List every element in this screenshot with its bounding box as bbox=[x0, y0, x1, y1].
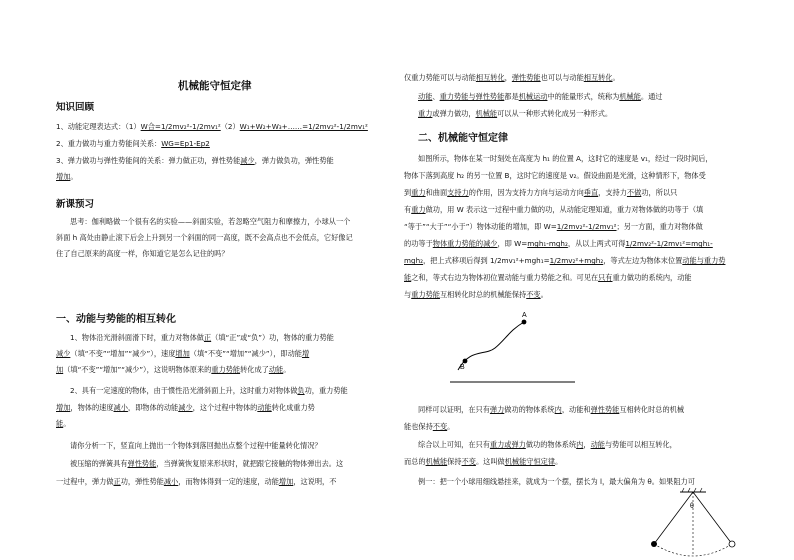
text: 动能 bbox=[418, 92, 433, 101]
m-line-8 bbox=[404, 272, 692, 283]
preview-line-1: 思考：伽利略做一个很有名的实验——斜面实验，若忽略空气阻力和摩擦力，小球从一个 bbox=[70, 217, 351, 226]
curve-diagram bbox=[440, 308, 590, 388]
example-line: 例一：把一个小球用细线悬挂来，就成为一个摆，摆长为 l，最大偏角为 θ。如果阻力可 bbox=[418, 477, 695, 486]
text: 弹性势能 bbox=[590, 405, 620, 414]
page-title: 机械能守恒定律 bbox=[178, 80, 252, 92]
text: 重力势能 bbox=[411, 290, 440, 299]
text: 相互转化 bbox=[475, 73, 505, 82]
text: ，动能和 bbox=[561, 405, 591, 414]
text: 1、动能定理表达式：（1） bbox=[56, 122, 141, 131]
text: 能也保持 bbox=[404, 422, 433, 431]
text: 不做 bbox=[626, 188, 642, 197]
text: 只有 bbox=[598, 273, 613, 282]
r-line-1 bbox=[404, 72, 620, 83]
text: WG=Ep1-Ep2 bbox=[161, 139, 210, 148]
text: 增加 bbox=[175, 349, 190, 358]
text: 。 bbox=[540, 290, 548, 299]
text: 一过程中，弹力做 bbox=[56, 477, 114, 486]
knowledge-line-2 bbox=[56, 138, 210, 149]
text: ，从以上两式可得 bbox=[567, 239, 626, 248]
o-line-2 bbox=[404, 456, 562, 467]
curve-path bbox=[458, 322, 524, 370]
text: 。 bbox=[612, 73, 620, 82]
text: 不变 bbox=[461, 457, 476, 466]
text: 1、物体沿光滑斜面滑下时，重力对物体做 bbox=[70, 333, 204, 342]
text: 和曲面 bbox=[425, 188, 448, 197]
s2-line-2 bbox=[56, 402, 315, 413]
text: W₁+W₂+W₃+……=1/2mv₂²-1/2mv₁² bbox=[239, 122, 368, 131]
text: ，物体的速度 bbox=[70, 403, 114, 412]
text: mgh₁-mgh₂ bbox=[527, 239, 568, 248]
text: ，等式左边为物体末位置 bbox=[603, 256, 683, 265]
text: 正 bbox=[113, 477, 121, 486]
text: 弹性势能 bbox=[511, 73, 541, 82]
text: 增加 bbox=[278, 477, 294, 486]
text: 重力或弹力 bbox=[489, 440, 526, 449]
text: 2、重力做功与重力势能间关系： bbox=[56, 139, 162, 148]
point-a bbox=[522, 320, 527, 325]
text: 1/2mv₂²-1/2mv₁² bbox=[556, 222, 617, 231]
text: 被压缩的弹簧具有 bbox=[70, 459, 128, 468]
text: 保持 bbox=[447, 457, 462, 466]
s2-line-3 bbox=[56, 418, 70, 429]
m-line-4 bbox=[404, 204, 703, 215]
hatch bbox=[688, 488, 690, 492]
text: 重力势能与弹性势能 bbox=[439, 92, 505, 101]
text: 或弹力做功， bbox=[432, 109, 476, 118]
spring-line-1 bbox=[70, 458, 343, 469]
text: 重力 bbox=[418, 109, 433, 118]
text: 减少 bbox=[240, 156, 255, 165]
text: 功，弹性势能 bbox=[120, 477, 164, 486]
text: 到 bbox=[404, 188, 412, 197]
text: 做功的物体系统 bbox=[504, 405, 555, 414]
text: 机械能 bbox=[619, 92, 641, 101]
s1-line-1 bbox=[70, 332, 334, 343]
section1-heading: 一、动能与势能的相互转化 bbox=[56, 314, 176, 325]
text: 互相转化时总的机械能保持 bbox=[439, 290, 527, 299]
text: （填“不变”“增加”“减少”），这说明物体原来的 bbox=[63, 365, 212, 374]
text: 。这叫做 bbox=[475, 457, 505, 466]
text: 做功的物体系统 bbox=[525, 440, 577, 449]
text: ，即 W= bbox=[497, 239, 528, 248]
text: 减小 bbox=[163, 477, 179, 486]
text: 正 bbox=[203, 333, 212, 342]
text: 加 bbox=[56, 365, 64, 374]
pendulum-diagram bbox=[636, 486, 756, 560]
knowledge-line-3 bbox=[56, 155, 334, 166]
n-line-2 bbox=[404, 421, 454, 432]
text: 物体重力势能的减少 bbox=[432, 239, 498, 248]
text: 。 bbox=[447, 422, 455, 431]
text: （填“正”或“负”）功，物体的重力势能 bbox=[211, 333, 334, 342]
text: 能 bbox=[404, 273, 412, 282]
text: 增加 bbox=[56, 403, 71, 412]
text: 与势能可以相互转化 bbox=[604, 440, 670, 449]
r-line-2 bbox=[418, 91, 663, 102]
text: ，当弹簧恢复原来形状时，就把跟它接触的物体弹出去。这 bbox=[156, 459, 344, 468]
text: 转化成重力势 bbox=[271, 403, 315, 412]
text: ， bbox=[583, 440, 591, 449]
text: ，把上式移项后得到 1/2mv₁²+mgh₁= bbox=[423, 256, 550, 265]
text: 相互转化 bbox=[583, 73, 613, 82]
m-line-9 bbox=[404, 289, 548, 300]
text: ，支持力 bbox=[598, 188, 627, 197]
text: 弹性势能 bbox=[127, 459, 157, 468]
text: 3、弹力做功与弹性势能间的关系：弹力做正功，弹性势能 bbox=[56, 156, 241, 165]
text: 机械能 bbox=[475, 109, 498, 118]
text: 。 bbox=[63, 419, 71, 428]
knowledge-heading: 知识回顾 bbox=[56, 102, 95, 113]
s1-line-2 bbox=[56, 348, 309, 359]
text: 可以从一种形式转化成另一种形式。 bbox=[497, 109, 613, 118]
text: 转化成了 bbox=[240, 365, 269, 374]
text: 增加 bbox=[56, 172, 71, 181]
text: （填“不变”“增加”“减少”），即动能 bbox=[189, 349, 302, 358]
hatch bbox=[700, 488, 702, 492]
text: 1/2mv₂²-1/2mv₁²=mgh₁- bbox=[625, 239, 713, 248]
m-line-1: 如图所示，物体在某一时刻处在高度为 h₁ 的位置 A，这时它的速度是 v₁，经过一段时间后， bbox=[418, 154, 713, 163]
spring-line-2 bbox=[56, 476, 336, 487]
text: 减少 bbox=[56, 349, 71, 358]
text: W合=1/2mv₂²-1/2mv₁² bbox=[140, 122, 221, 131]
text: 而总的 bbox=[404, 457, 426, 466]
section2-heading: 二、机械能守恒定律 bbox=[418, 133, 508, 144]
text: 之和，等式右边为物体初位置动能与重力势能 bbox=[411, 273, 555, 282]
text: 做功，用 W 表示这一过程中重力做的功，从动能定理知道，重力对物体做的功等于（填 bbox=[425, 205, 704, 214]
m-line-3 bbox=[404, 187, 677, 198]
text: 。 bbox=[283, 365, 291, 374]
text: 不变 bbox=[432, 422, 448, 431]
hatch bbox=[694, 488, 696, 492]
text: 弹力 bbox=[489, 405, 505, 414]
text: 2、具有一定速度的物体，由于惯性沿光滑斜面上升，这时重力对物体做 bbox=[70, 386, 298, 395]
text: 减少 bbox=[178, 403, 193, 412]
text: 1/2mv₂²+mgh₂ bbox=[549, 256, 604, 265]
knowledge-line-1 bbox=[56, 121, 368, 132]
text: 之和。可见在 bbox=[554, 273, 599, 282]
text: 机械能 bbox=[425, 457, 448, 466]
text: 都是 bbox=[504, 92, 519, 101]
hatch bbox=[682, 488, 684, 492]
text: 不变 bbox=[526, 290, 541, 299]
string-left bbox=[654, 492, 693, 544]
text: ，而物体得到一定的速度，动能 bbox=[178, 477, 279, 486]
text: 动能 bbox=[268, 365, 284, 374]
string-right bbox=[693, 492, 732, 544]
text: （填“不变”“增加”“减少”），速度 bbox=[70, 349, 176, 358]
text: 也可以与动能 bbox=[540, 73, 584, 82]
preview-line-2: 斜面 h 高处由静止滚下后会上升到另一个斜面的同一高度，既不会高点也不会低点，它好像记 bbox=[56, 233, 353, 242]
bob-right bbox=[729, 541, 735, 547]
m-line-2: 物体下落到高度 h₂ 的另一位置 B，这时它的速度是 v₂。假设曲面是光滑，这种情形下，物体受 bbox=[404, 171, 706, 180]
text: 与 bbox=[404, 290, 412, 299]
point-b bbox=[463, 359, 468, 364]
text: 内 bbox=[576, 440, 584, 449]
text: 仅重力势能可以与动能 bbox=[404, 73, 476, 82]
r-line-3 bbox=[418, 108, 612, 119]
text: 内 bbox=[554, 405, 562, 414]
o-line-1 bbox=[418, 439, 677, 450]
m-line-7 bbox=[404, 255, 725, 266]
text: 支持力 bbox=[447, 188, 469, 197]
label-b: B bbox=[460, 364, 465, 371]
text: 重力 bbox=[411, 205, 426, 214]
n-line-1 bbox=[418, 404, 684, 415]
text: ，这个过程中物体的 bbox=[192, 403, 258, 412]
text: ， bbox=[504, 73, 512, 82]
preview-heading: 新课预习 bbox=[56, 199, 95, 210]
label-a: A bbox=[522, 312, 527, 319]
text: ；另一方面，重力对物体做 bbox=[616, 222, 703, 231]
text: 。通过 bbox=[640, 92, 663, 101]
knowledge-line-3b bbox=[56, 171, 78, 182]
text: 、 bbox=[432, 92, 440, 101]
text: 中的能量形式，统称为 bbox=[547, 92, 620, 101]
bob-left bbox=[651, 541, 657, 547]
label-theta: θ bbox=[690, 503, 694, 510]
text: ，这说明，不 bbox=[293, 477, 337, 486]
m-line-5 bbox=[404, 221, 703, 232]
text: 同样可以证明，在只有 bbox=[418, 405, 490, 414]
text: 的作用，因为支持力方向与运动方向 bbox=[468, 188, 584, 197]
text: 重力势能 bbox=[211, 365, 241, 374]
text: 增 bbox=[301, 349, 310, 358]
text: “等于”“大于”“小于”）物体动能的增加，即 W= bbox=[404, 222, 557, 231]
m-line-6 bbox=[404, 238, 713, 249]
s1-line-3 bbox=[56, 364, 290, 375]
text: 互相转化时总的机械 bbox=[619, 405, 685, 414]
text: 机械能守恒定律 bbox=[504, 457, 556, 466]
text: （2） bbox=[220, 122, 240, 131]
question-line: 请你分析一下，竖直向上抛出一个物体到落回抛出点整个过程中能量转化情况？ bbox=[70, 441, 322, 450]
text: 减小 bbox=[113, 403, 128, 412]
text: 动能 bbox=[590, 440, 605, 449]
text: 能 bbox=[56, 419, 64, 428]
text: 功，所以只 bbox=[641, 188, 678, 197]
text: mgh₂ bbox=[404, 256, 424, 265]
text: ，即物体的动能 bbox=[127, 403, 179, 412]
text: 垂直 bbox=[583, 188, 599, 197]
text: 动能 bbox=[257, 403, 272, 412]
text: ， bbox=[669, 440, 677, 449]
text: 。 bbox=[555, 457, 563, 466]
s2-line-1 bbox=[70, 385, 348, 396]
text: 动能与重力势 bbox=[682, 256, 726, 265]
text: ，弹力做负功，弹性势能 bbox=[254, 156, 334, 165]
preview-line-3: 住了自己原来的高度一样，你知道它是怎么记住的吗？ bbox=[56, 249, 229, 258]
text: 机械运动 bbox=[518, 92, 548, 101]
text: 的功等于 bbox=[404, 239, 433, 248]
text: 有 bbox=[404, 205, 412, 214]
text: 负 bbox=[297, 386, 305, 395]
text: 。 bbox=[70, 172, 78, 181]
text: 综合以上可知，在只有 bbox=[418, 440, 490, 449]
text: 重力做功的系统内，动能 bbox=[612, 273, 692, 282]
text: 重力 bbox=[411, 188, 426, 197]
text: 功，重力势能 bbox=[304, 386, 348, 395]
